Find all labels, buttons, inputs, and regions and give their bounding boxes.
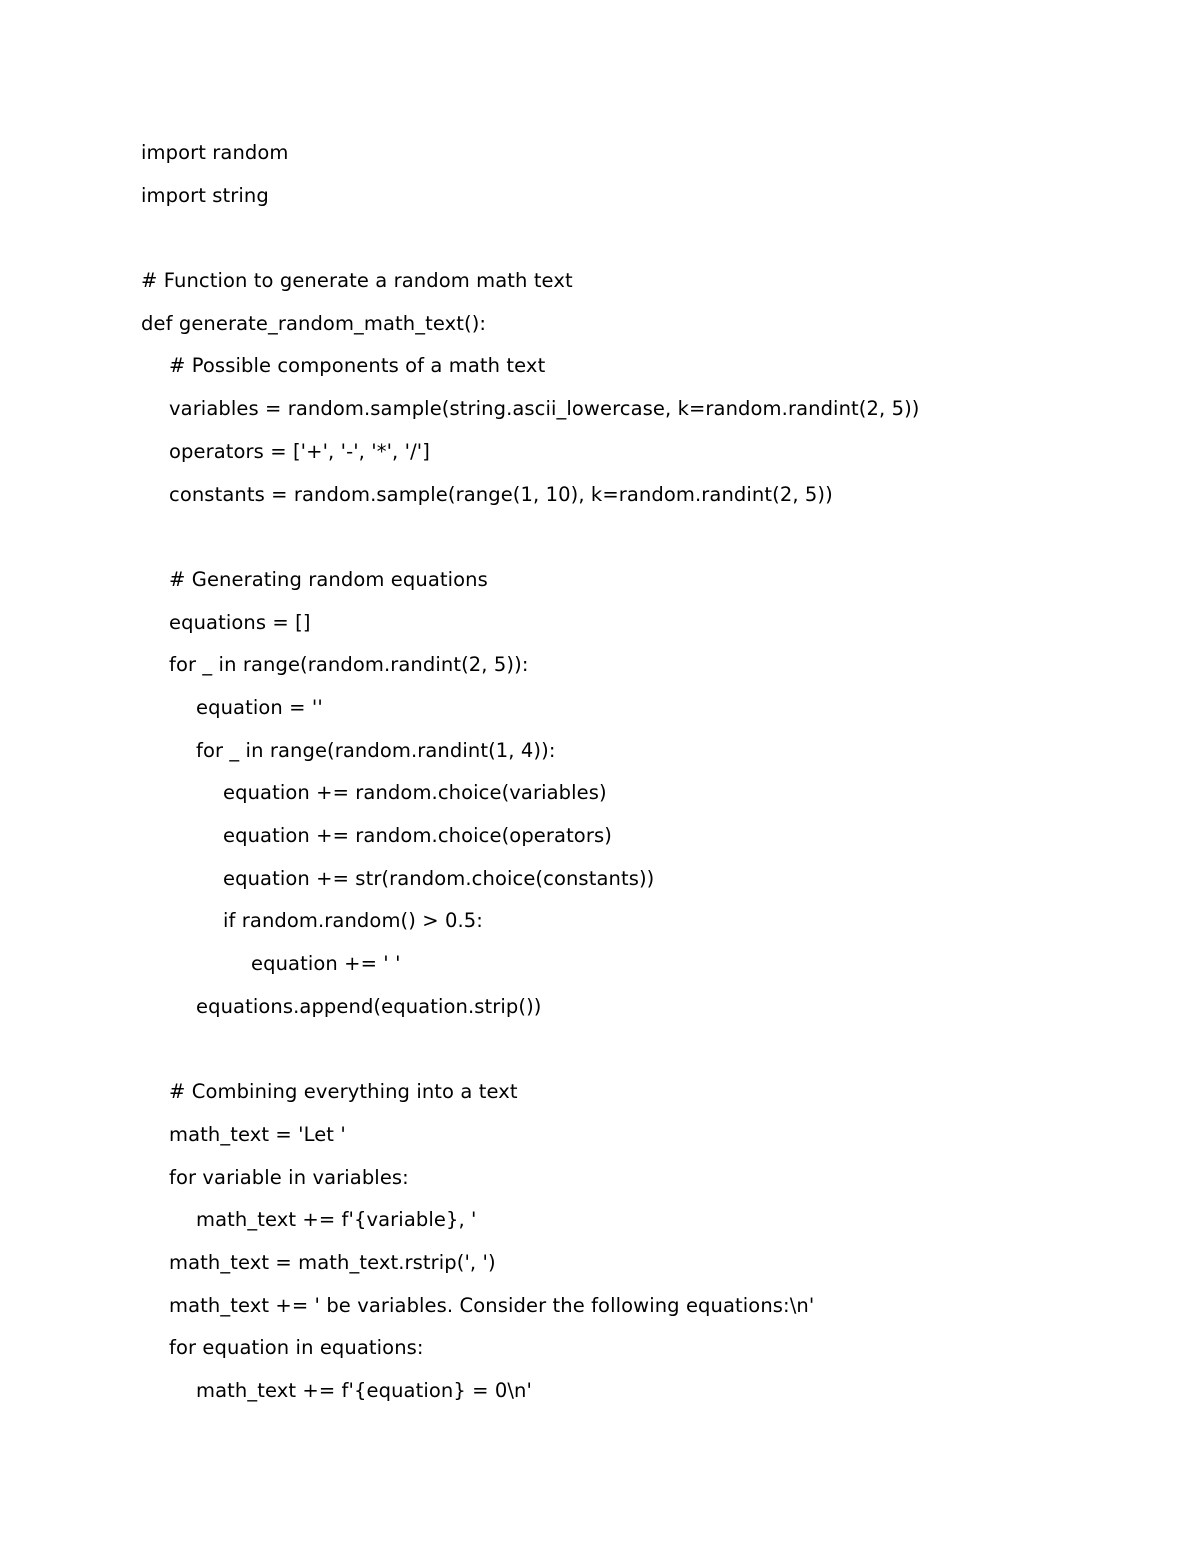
code-line: math_text = 'Let ' bbox=[169, 1122, 346, 1146]
code-line: equation += random.choice(operators) bbox=[223, 824, 612, 847]
code-line: equation += ' ' bbox=[251, 952, 401, 976]
code-line: equation = '' bbox=[196, 695, 323, 719]
code-line: equation += random.choice(variables) bbox=[223, 781, 607, 805]
code-line: for _ in range(random.randint(2, 5)): bbox=[169, 653, 529, 677]
code-line: for variable in variables: bbox=[169, 1165, 409, 1189]
code-line: math_text += f'{variable}, ' bbox=[196, 1208, 477, 1232]
code-line: for equation in equations: bbox=[169, 1336, 424, 1360]
code-line: def generate_random_math_text(): bbox=[141, 311, 487, 335]
code-line: if random.random() > 0.5: bbox=[223, 909, 483, 933]
blank-line bbox=[141, 516, 1141, 559]
code-line: equation += str(random.choice(constants)) bbox=[223, 866, 655, 890]
code-line: import random bbox=[141, 141, 289, 164]
code-comment: # Possible components of a math text bbox=[169, 354, 546, 378]
code-line: variables = random.sample(string.ascii_lowercase, k=random.randint(2, 5)) bbox=[169, 397, 920, 421]
code-comment: # Function to generate a random math text bbox=[141, 269, 573, 293]
code-comment: # Generating random equations bbox=[169, 567, 488, 591]
code-line: import string bbox=[141, 183, 269, 207]
blank-line bbox=[141, 1028, 1141, 1071]
code-line: math_text += ' be variables. Consider the following equations:\n' bbox=[169, 1293, 815, 1317]
code-line: constants = random.sample(range(1, 10), k=random.randint(2, 5)) bbox=[169, 482, 833, 506]
code-listing bbox=[141, 132, 1141, 1413]
code-line: equations = [] bbox=[169, 610, 311, 634]
code-line: math_text = math_text.rstrip(', ') bbox=[169, 1250, 496, 1274]
code-comment: # Combining everything into a text bbox=[169, 1080, 518, 1104]
blank-line bbox=[141, 217, 1141, 260]
code-line: operators = ['+', '-', '*', '/'] bbox=[169, 439, 430, 463]
code-line: math_text += f'{equation} = 0\n' bbox=[196, 1378, 532, 1402]
code-line: for _ in range(random.randint(1, 4)): bbox=[196, 738, 556, 762]
code-line: equations.append(equation.strip()) bbox=[196, 994, 542, 1018]
